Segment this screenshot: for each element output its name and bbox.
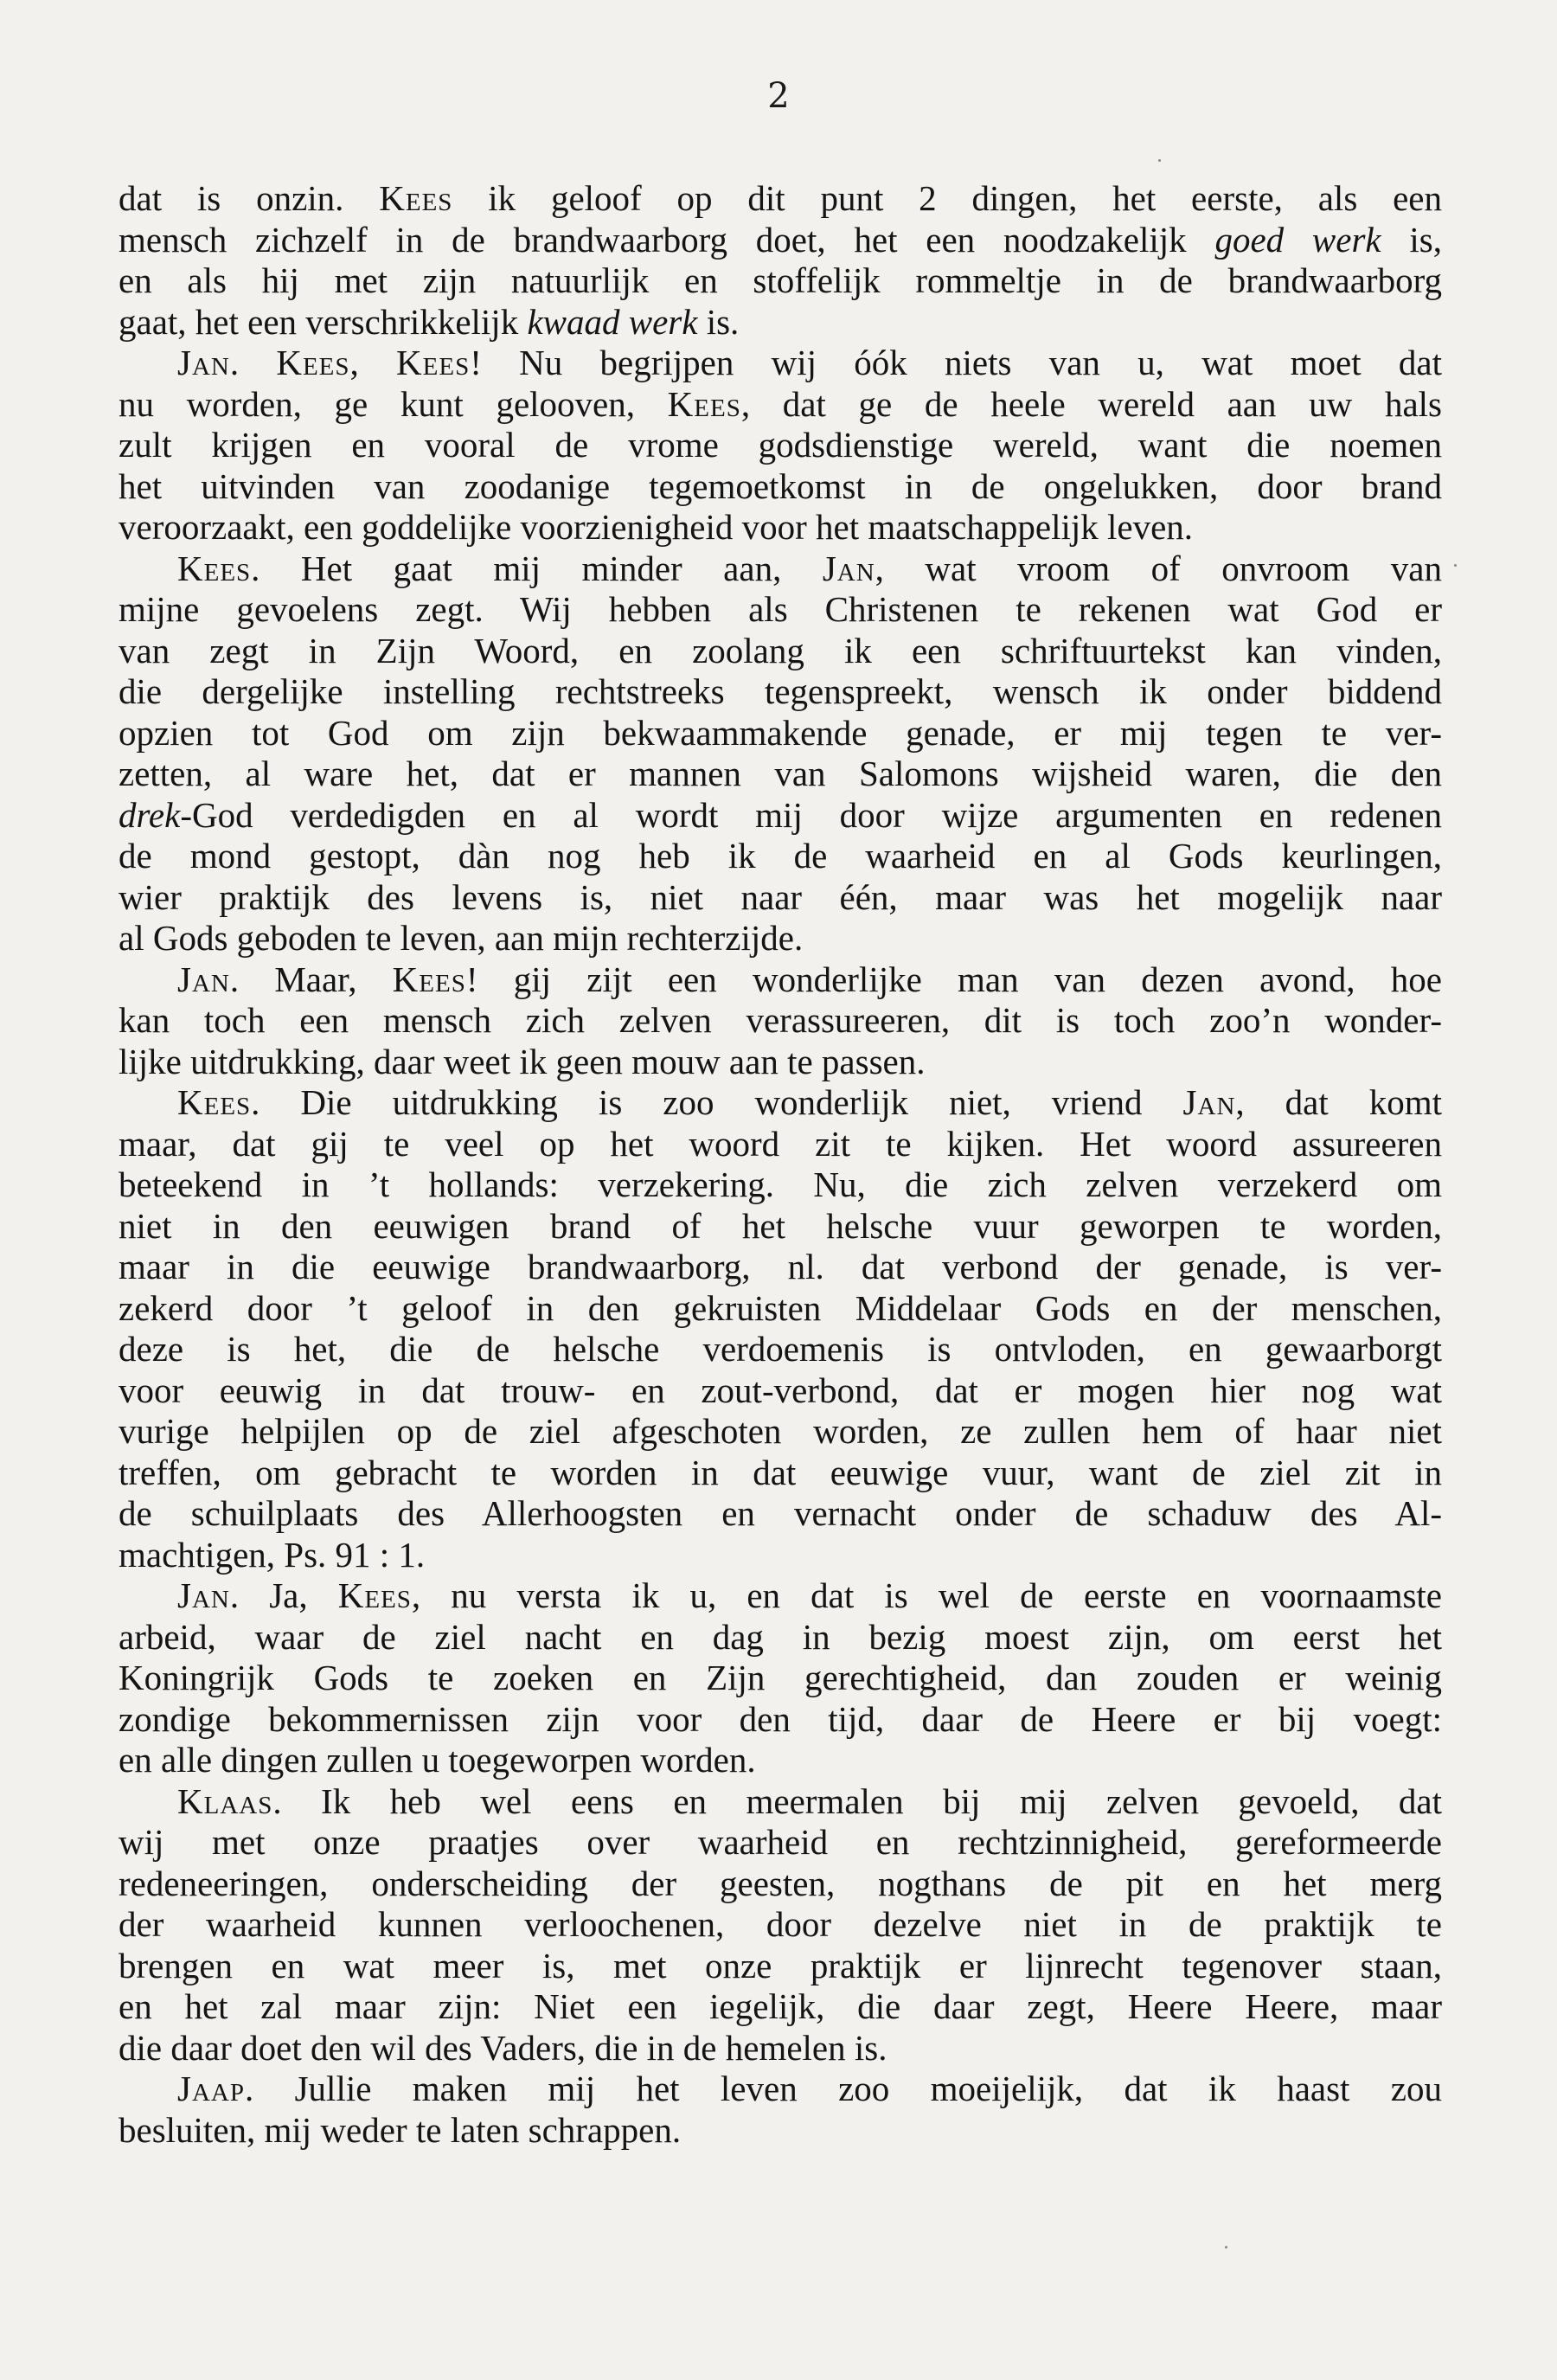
text-run: en als hij met zijn natuurlijk en stoffelijk rommeltje in de brandwaarborg [119, 260, 1442, 300]
text-line [119, 1206, 1442, 1248]
text-line [119, 302, 1442, 343]
text-run: arbeid, waar de ziel nacht en dag in bezig moest zijn, om eerst het [119, 1616, 1442, 1657]
text-run: , [349, 343, 397, 382]
text-run: wij met onze praatjes over waarheid en rechtzinnigheid, gereformeerde [119, 1822, 1442, 1862]
text-run: . Jullie maken mij het leven zoo moeijelijk, dat ik haast zou [244, 2069, 1442, 2108]
text-run: en het zal maar zijn: Niet een iegelijk, die daar zegt, Heere Heere, maar [119, 1986, 1442, 2026]
text-line [119, 1370, 1442, 1412]
emphasis-text: drek [119, 794, 181, 835]
text-run: voor eeuwig in dat trouw- en zout-verbond, dat er mogen hier nog wat [119, 1370, 1442, 1410]
text-run: van zegt in Zijn Woord, en zoolang ik een schriftuurtekst kan vinden, [119, 630, 1442, 670]
text-run: , wat vroom of onvroom van [875, 548, 1443, 588]
text-run: maar, dat gij te veel op het woord zit te kijken. Het woord assureeren [119, 1123, 1442, 1164]
text-run: . Maar, [229, 959, 393, 999]
text-line [119, 384, 1442, 426]
text-line [119, 1329, 1442, 1370]
text-line [119, 877, 1442, 919]
scan-speck [1158, 159, 1161, 162]
text-run: het uitvinden van zoodanige tegemoetkomst in de ongelukken, door brand [119, 465, 1442, 506]
text-line [119, 425, 1442, 466]
text-run: brengen en wat meer is, met onze praktijk er lijnrecht tegenover staan, [119, 1945, 1442, 1985]
text-run: deze is het, die de helsche verdoemenis is ontvloden, en gewaarborgt [119, 1329, 1442, 1369]
text-line [119, 1575, 1442, 1617]
text-line [119, 1986, 1442, 2028]
text-run: . Het gaat mij minder aan, [251, 548, 823, 588]
text-run: vurige helpijlen op de ziel afgeschoten worden, ze zullen hem of haar niet [119, 1411, 1442, 1451]
text-line [119, 713, 1442, 754]
text-run: wier praktijk des levens is, niet naar één, maar was het mogelijk naar [119, 876, 1442, 917]
text-run: . Die uitdrukking is zoo wonderlijk niet, vriend [251, 1082, 1183, 1122]
text-run: veroorzaakt, een goddelijke voorzienigheid voor het maatschappelijk leven. [119, 507, 1194, 547]
text-run: ik geloof op dit punt 2 dingen, het eerste, als een [452, 178, 1442, 218]
emphasis-text: goed werk [1214, 219, 1381, 260]
dialogue-text [119, 178, 1442, 2151]
speaker-name: Kees [177, 1082, 252, 1122]
text-line [119, 220, 1442, 261]
text-line [119, 754, 1442, 795]
speaker-name: Kees [379, 178, 453, 218]
text-line [119, 548, 1442, 590]
text-line [119, 178, 1442, 220]
text-line [119, 1864, 1442, 1905]
text-line [119, 1535, 1442, 1576]
text-line [119, 1411, 1442, 1453]
text-run: zetten, al ware het, dat er mannen van Salomons wijsheid waren, die den [119, 754, 1442, 793]
text-line [119, 1493, 1442, 1535]
text-line [119, 918, 1442, 959]
emphasis-text: kwaad werk [527, 301, 698, 342]
text-run: kan toch een mensch zich zelven verassureeren, dit is toch zoo’n wonder- [119, 1000, 1442, 1040]
text-line [119, 589, 1442, 631]
text-line [119, 507, 1442, 548]
text-line [119, 1904, 1442, 1946]
text-run: lijke uitdrukking, daar weet ik geen mouw aan te passen. [119, 1041, 926, 1081]
speaker-name: Kees [667, 383, 741, 424]
scan-speck [1225, 2246, 1227, 2248]
text-run: nu worden, ge kunt gelooven, [119, 383, 668, 424]
text-run: der waarheid kunnen verloochenen, door dezelve niet in de praktijk te [119, 1904, 1442, 1944]
text-run: redeneeringen, onderscheiding der geesten, nogthans de pit en het merg [119, 1863, 1442, 1903]
text-line [119, 260, 1442, 302]
text-line [119, 1288, 1442, 1330]
text-line [119, 1082, 1442, 1124]
text-line [119, 2069, 1442, 2110]
text-run: ! Nu begrijpen wij óók niets van u, wat moet dat [470, 343, 1442, 382]
text-line [119, 2028, 1442, 2069]
text-line [119, 631, 1442, 672]
text-run: Koningrijk Gods te zoeken en Zijn gerechtigheid, dan zouden er weinig [119, 1658, 1442, 1697]
text-run: , dat ge de heele wereld aan uw hals [740, 383, 1442, 424]
text-run: mensch zichzelf in de brandwaarborg doet, het een noodzakelijk [119, 219, 1215, 260]
text-line [119, 1699, 1442, 1741]
speaker-name: Jan [177, 1575, 230, 1615]
speaker-name: Jan [822, 548, 875, 588]
text-line [119, 795, 1442, 837]
text-run: zekerd door ’t geloof in den gekruisten Middelaar Gods en der menschen, [119, 1287, 1442, 1328]
speaker-name: Kees [396, 343, 471, 382]
text-run: -God verdedigden en al wordt mij door wijze argumenten en redenen [180, 794, 1442, 835]
text-line [119, 1000, 1442, 1042]
speaker-name: Jaap [177, 2069, 245, 2108]
text-line [119, 1617, 1442, 1658]
text-run: , nu versta ik u, en dat is wel de eerste en voornaamste [411, 1575, 1442, 1615]
text-line [119, 1658, 1442, 1699]
speaker-name: Klaas [177, 1780, 273, 1821]
text-line [119, 466, 1442, 508]
text-run: de mond gestopt, dàn nog heb ik de waarheid en al Gods keurlingen, [119, 836, 1442, 876]
text-run: die dergelijke instelling rechtstreeks tegenspreekt, wensch ik onder biddend [119, 671, 1442, 711]
text-run: besluiten, mij weder te laten schrappen. [119, 2109, 682, 2150]
text-run: de schuilplaats des Allerhoogsten en vernacht onder de schaduw des Al- [119, 1493, 1442, 1533]
text-run: en alle dingen zullen u toegeworpen worden. [119, 1740, 756, 1780]
text-line [119, 1247, 1442, 1288]
text-run: machtigen, Ps. 91 : 1. [119, 1534, 426, 1575]
text-run: beteekend in ’t hollands: verzekering. Nu, die zich zelven verzekerd om [119, 1164, 1442, 1204]
scan-speck [1454, 564, 1457, 567]
text-run: dat is onzin. [119, 178, 380, 218]
text-run: , dat komt [1235, 1082, 1442, 1122]
speaker-name: Jan [177, 959, 230, 999]
speaker-name: Kees [337, 1575, 412, 1615]
text-line [119, 959, 1442, 1001]
text-run: . Ik heb wel eens en meermalen bij mij zelven gevoeld, dat [272, 1780, 1442, 1821]
text-run: is, [1381, 219, 1442, 260]
speaker-name: Jan [177, 343, 230, 382]
speaker-name: Kees [392, 959, 466, 999]
text-run: . Ja, [229, 1575, 338, 1615]
text-line [119, 1453, 1442, 1494]
text-line [119, 836, 1442, 877]
text-run: niet in den eeuwigen brand of het helsche vuur geworpen te worden, [119, 1205, 1442, 1246]
text-run: maar in die eeuwige brandwaarborg, nl. dat verbond der genade, is ver- [119, 1247, 1442, 1286]
text-line [119, 1042, 1442, 1083]
text-line [119, 1164, 1442, 1206]
speaker-name: Kees [276, 343, 350, 382]
text-line [119, 1946, 1442, 1987]
text-line [119, 1124, 1442, 1165]
text-run: zondige bekommernissen zijn voor den tijd, daar de Heere er bij voegt: [119, 1698, 1442, 1739]
text-line [119, 343, 1442, 384]
text-line [119, 1740, 1442, 1781]
page-number: 2 [767, 76, 790, 116]
text-line [119, 1781, 1442, 1823]
text-run: . [229, 343, 277, 382]
text-run: mijne gevoelens zegt. Wij hebben als Christenen te rekenen wat God er [119, 589, 1442, 629]
text-run: treffen, om gebracht te worden in dat eeuwige vuur, want de ziel zit in [119, 1452, 1442, 1492]
speaker-name: Jan [1182, 1082, 1236, 1122]
text-line [119, 2110, 1442, 2152]
text-run: is. [697, 301, 740, 342]
speaker-name: Kees [177, 548, 252, 588]
text-run: die daar doet den wil des Vaders, die in de hemelen is. [119, 2027, 887, 2068]
text-run: al Gods geboden te leven, aan mijn rechterzijde. [119, 918, 804, 958]
text-line [119, 671, 1442, 713]
text-run: gaat, het een verschrikkelijk [119, 301, 528, 342]
text-run: ! gij zijt een wonderlijke man van dezen avond, hoe [465, 959, 1442, 999]
text-run: opzien tot God om zijn bekwaammakende genade, er mij tegen te ver- [119, 712, 1442, 753]
text-run: zult krijgen en vooral de vrome godsdienstige wereld, want die noemen [119, 425, 1442, 465]
text-line [119, 1822, 1442, 1864]
